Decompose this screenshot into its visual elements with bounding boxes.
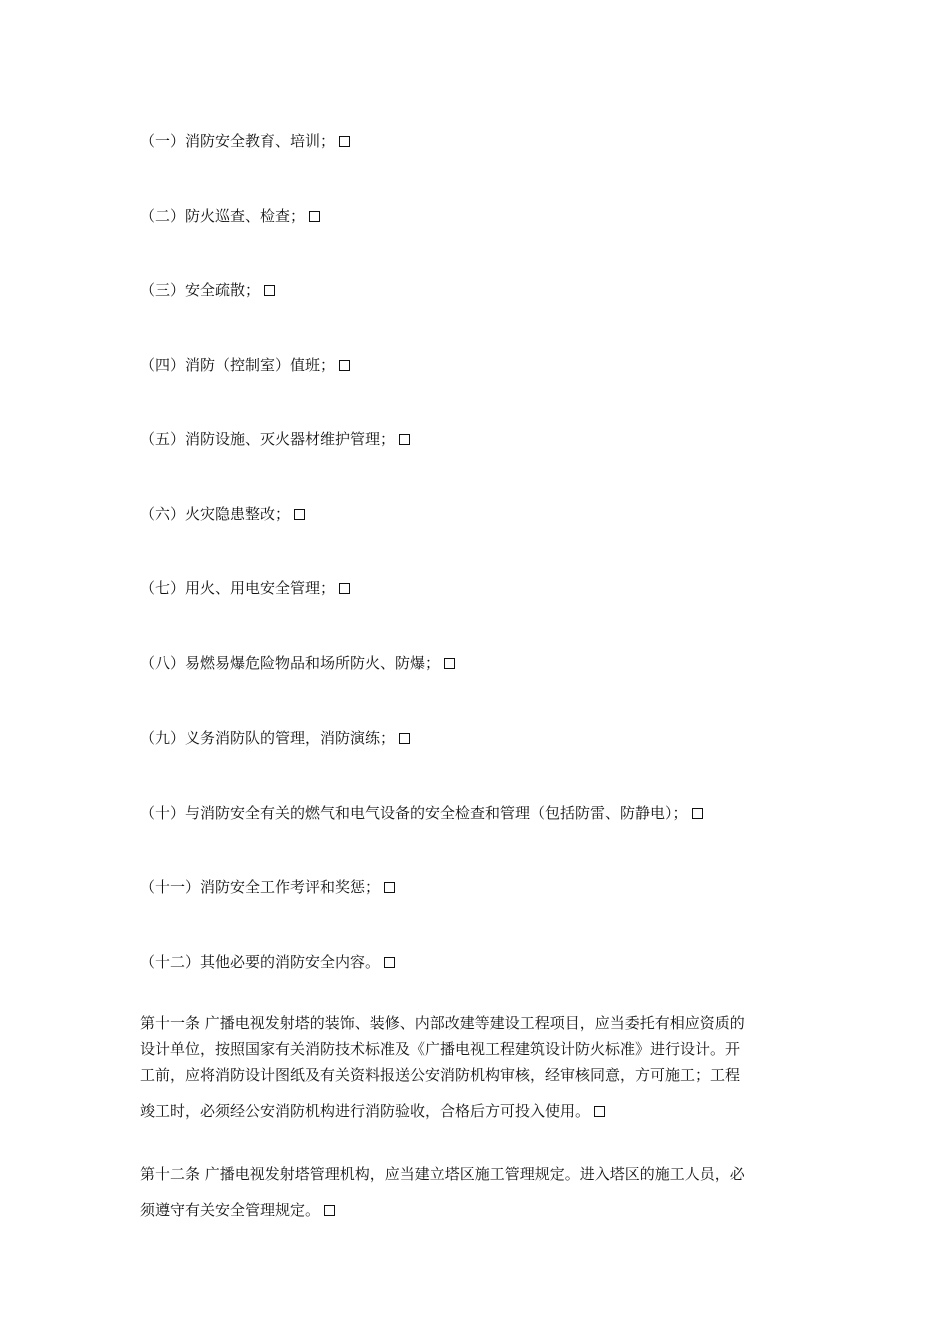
list-item-11	[140, 877, 395, 897]
checkbox-icon	[324, 1205, 335, 1216]
checkbox-icon	[309, 211, 320, 222]
list-item-text: （九）义务消防队的管理，消防演练；	[140, 729, 396, 747]
list-item-5	[140, 429, 410, 449]
checkbox-icon	[444, 658, 455, 669]
list-item-text: （五）消防设施、灭火器材维护管理；	[140, 430, 396, 448]
list-item-8	[140, 653, 455, 673]
article-11-line-last	[140, 1101, 605, 1121]
checkbox-icon	[399, 434, 410, 445]
checkbox-icon	[339, 583, 350, 594]
checkbox-icon	[384, 882, 395, 893]
list-item-10	[140, 803, 703, 823]
list-item-text: （四）消防（控制室）值班；	[140, 356, 336, 374]
article-12-line: 第十二条 广播电视发射塔管理机构，应当建立塔区施工管理规定。进入塔区的施工人员，必	[140, 1165, 745, 1183]
article-12-line-last	[140, 1200, 335, 1220]
list-item-text: （七）用火、用电安全管理；	[140, 579, 336, 597]
list-item-3	[140, 280, 275, 300]
list-item-6	[140, 504, 305, 524]
checkbox-icon	[339, 136, 350, 147]
checkbox-icon	[294, 509, 305, 520]
list-item-text: （六）火灾隐患整改；	[140, 505, 291, 523]
checkbox-icon	[399, 733, 410, 744]
list-item-text: （二）防火巡查、检查；	[140, 207, 306, 225]
list-item-7	[140, 578, 350, 598]
list-item-text: （三）安全疏散；	[140, 281, 261, 299]
checkbox-icon	[264, 285, 275, 296]
article-11-line: 第十一条 广播电视发射塔的装饰、装修、内部改建等建设工程项目，应当委托有相应资质的	[140, 1014, 745, 1032]
article-12-line-text: 须遵守有关安全管理规定。	[140, 1201, 321, 1219]
list-item-text: （一）消防安全教育、培训；	[140, 132, 336, 150]
list-item-text: （八）易燃易爆危险物品和场所防火、防爆；	[140, 654, 441, 672]
list-item-9	[140, 728, 410, 748]
list-item-text: （十一）消防安全工作考评和奖惩；	[140, 878, 381, 896]
list-item-text: （十二）其他必要的消防安全内容。	[140, 953, 381, 971]
checkbox-icon	[594, 1106, 605, 1117]
list-item-text: （十）与消防安全有关的燃气和电气设备的安全检查和管理（包括防雷、防静电）；	[140, 804, 688, 822]
checkbox-icon	[384, 957, 395, 968]
list-item-4	[140, 355, 350, 375]
list-item-1	[140, 131, 350, 151]
article-11-line: 工前，应将消防设计图纸及有关资料报送公安消防机构审核，经审核同意，方可施工；工程	[140, 1066, 741, 1084]
checkbox-icon	[692, 808, 703, 819]
checkbox-icon	[339, 360, 350, 371]
article-11-line-text: 竣工时，必须经公安消防机构进行消防验收，合格后方可投入使用。	[140, 1102, 591, 1120]
article-11-line: 设计单位，按照国家有关消防技术标准及《广播电视工程建筑设计防火标准》进行设计。开	[140, 1040, 741, 1058]
list-item-2	[140, 206, 320, 226]
list-item-12	[140, 952, 395, 972]
